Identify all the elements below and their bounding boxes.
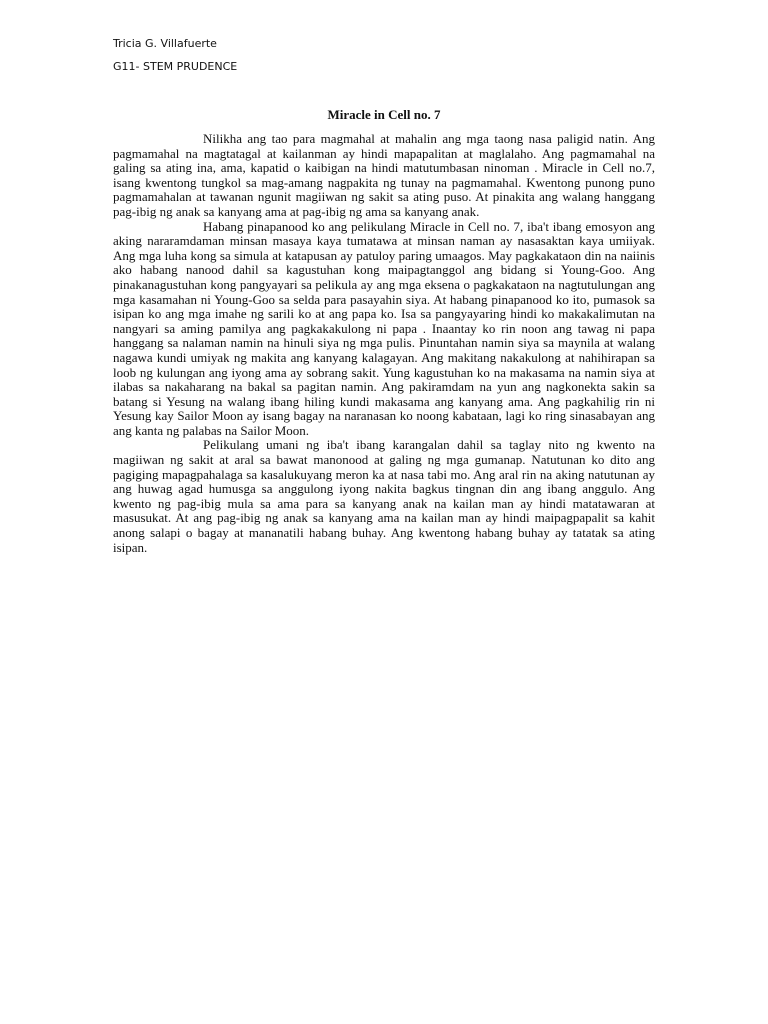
paragraph: Pelikulang umani ng iba't ibang karangalan dahil sa taglay nito ng kwento na magiiwan ng sakit at aral sa bawat manonood at galing ng mga gumanap. Natutunan ko dito ang pagiging mapagpahalaga sa kasalukuyang meron ka at nasa tabi mo. Ang aral rin na aking natutunan ay ang huwag agad humusga sa anggulong iyong nakita bagkus tingnan din ang ibang anggulo. Ang kwento ng pag-ibig mula sa ama para sa kanyang anak na kailan man ay hindi matatawaran at masusukat. At ang pag-ibig ng anak sa kanyang ama na kailan man ay hindi maipagpapalit sa kahit anong salapi o bagay at mananatili habang buhay. Ang kwentong habang buhay ay tatatak sa ating isipan. xyxy=(113,437,655,555)
paragraph: Nilikha ang tao para magmahal at mahalin ang mga taong nasa paligid natin. Ang pagmamahal na magtatagal at kailanman ay hindi mapapalitan at maglalaho. Ang pagmamahal na galing sa ating ina, ama, kapatid o kaibigan na hindi matutumbasan ninoman . Miracle in Cell no.7, isang kwentong tungkol sa mag-amang nagpakita ng tunay na pagmamahal. Kwentong punong puno pagmamahalan at tawanan ngunit magiiwan ng sakit sa ating puso. At pinakita ang walang hanggang pag-ibig ng anak sa kanyang ama at pag-ibig ng ama sa kanyang anak. xyxy=(113,131,655,219)
document-body xyxy=(113,132,655,555)
class-section: G11- STEM PRUDENCE xyxy=(113,60,238,73)
author-name: Tricia G. Villafuerte xyxy=(113,37,217,50)
document-title: Miracle in Cell no. 7 xyxy=(327,107,441,122)
paragraph: Habang pinapanood ko ang pelikulang Miracle in Cell no. 7, iba't ibang emosyon ang aking nararamdaman minsan masaya kaya tumatawa at minsan naman ay nasasaktan kaya umiiyak. Ang mga luha kong sa simula at katapusan ay patuloy paring umaagos. May pagkakataon din na naiinis ako habang nanood dahil sa kagustuhan kong maipagtanggol ang bidang si Young-Goo. Ang pinakanagustuhan kong pangyayari sa pelikula ay ang mga eksena o pagkakataon na nagtutulungan ang mga kasamahan ni Young-Goo sa selda para pasayahin siya. At habang pinapanood ko ito, pumasok sa isipan ko ang mga imahe ng sarili ko at ang papa ko. Isa sa pangyayaring hindi ko makakalimutan na nangyari sa aming pamilya ang pagkakakulong ni papa . Inaantay ko rin noon ang tawag ni papa hanggang sa nalaman namin na hinuli siya ng mga pulis. Pinuntahan namin siya sa maynila at walang nagawa kundi umiyak ng makita ang kanyang kalagayan. Ang makitang nakakulong at nahihirapan sa loob ng kulungan ang iyong ama ay sobrang sakit. Yung kagustuhan ko na makasama na namin siya at ilabas sa nakaharang na bakal sa pagitan namin. Ang pakiramdam na yun ang nagkonekta sakin sa batang si Yesung na walang ibang hiling kundi makasama ang kanyang ama. Ang pagkahilig rin ni Yesung kay Sailor Moon ay isang bagay na naranasan ko noong kabataan, lagi ko ring sinasabayan ang ang kanta ng palabas na Sailor Moon. xyxy=(113,218,655,438)
